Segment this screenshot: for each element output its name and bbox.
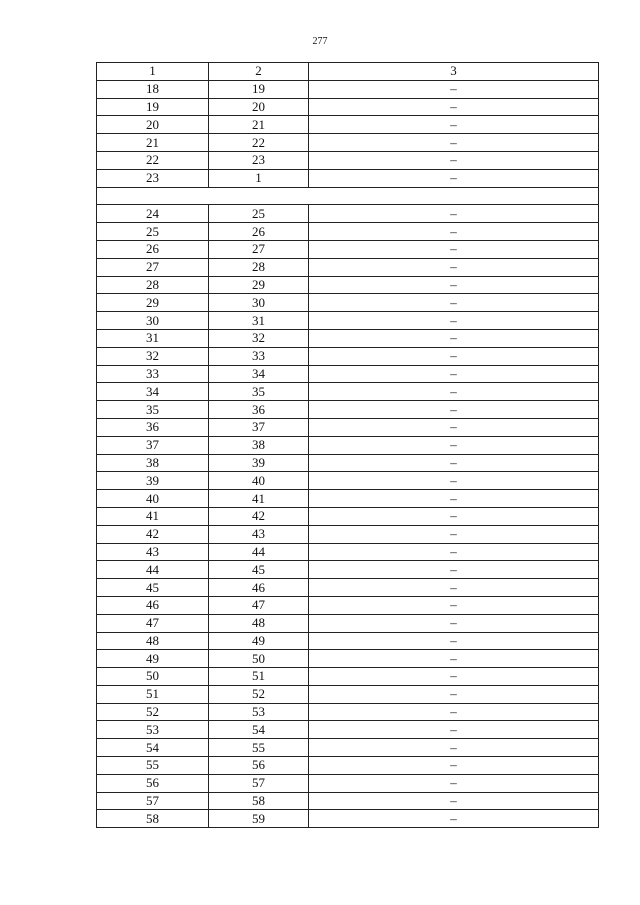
table-cell: 51 xyxy=(97,685,209,703)
table-cell: 42 xyxy=(97,525,209,543)
table-header-row xyxy=(97,63,599,81)
table-row xyxy=(97,383,599,401)
table-cell: 32 xyxy=(97,347,209,365)
table-cell: 36 xyxy=(97,418,209,436)
table-row xyxy=(97,685,599,703)
table-cell: 22 xyxy=(209,134,309,152)
table-cell: – xyxy=(309,205,599,223)
table-cell: – xyxy=(309,721,599,739)
table-cell: – xyxy=(309,365,599,383)
table-cell: 30 xyxy=(97,312,209,330)
table-cell: – xyxy=(309,294,599,312)
table-cell: – xyxy=(309,151,599,169)
table-cell: 23 xyxy=(209,151,309,169)
table-cell: – xyxy=(309,401,599,419)
table-cell: 54 xyxy=(209,721,309,739)
table-cell: 33 xyxy=(209,347,309,365)
column-header: 2 xyxy=(209,63,309,81)
table-cell: 44 xyxy=(209,543,309,561)
table-cell: – xyxy=(309,525,599,543)
table-cell: 37 xyxy=(209,418,309,436)
table-cell: – xyxy=(309,668,599,686)
table-cell: – xyxy=(309,703,599,721)
column-header: 3 xyxy=(309,63,599,81)
table-row xyxy=(97,579,599,597)
table-row xyxy=(97,650,599,668)
table-cell: 44 xyxy=(97,561,209,579)
table-cell: 20 xyxy=(97,116,209,134)
table-cell: – xyxy=(309,418,599,436)
table-cell: 25 xyxy=(209,205,309,223)
table-row xyxy=(97,757,599,775)
table-row xyxy=(97,739,599,757)
table-cell: 20 xyxy=(209,98,309,116)
table-cell: – xyxy=(309,347,599,365)
table-row xyxy=(97,134,599,152)
table-row xyxy=(97,703,599,721)
table-cell: – xyxy=(309,258,599,276)
table-cell: 1 xyxy=(209,169,309,187)
table-row xyxy=(97,116,599,134)
table-cell: 48 xyxy=(97,632,209,650)
table-row xyxy=(97,436,599,454)
table-cell: – xyxy=(309,490,599,508)
table-cell: 22 xyxy=(97,151,209,169)
table-cell: 42 xyxy=(209,507,309,525)
table-cell: 41 xyxy=(209,490,309,508)
table-cell: 30 xyxy=(209,294,309,312)
table-cell: 28 xyxy=(209,258,309,276)
table-cell: 43 xyxy=(209,525,309,543)
table-row xyxy=(97,721,599,739)
page-number: 277 xyxy=(312,36,328,47)
table-cell: 53 xyxy=(209,703,309,721)
table-row xyxy=(97,223,599,241)
table-cell: 24 xyxy=(97,205,209,223)
table-cell: 19 xyxy=(97,98,209,116)
table-row xyxy=(97,294,599,312)
table-cell: – xyxy=(309,169,599,187)
table-cell: 21 xyxy=(97,134,209,152)
table-cell: 58 xyxy=(209,792,309,810)
table-cell: 26 xyxy=(97,240,209,258)
table-cell: 33 xyxy=(97,365,209,383)
table-cell: 51 xyxy=(209,668,309,686)
table-cell: – xyxy=(309,739,599,757)
table-cell: 36 xyxy=(209,401,309,419)
table-row xyxy=(97,98,599,116)
table-cell: – xyxy=(309,223,599,241)
table-cell: – xyxy=(309,240,599,258)
table-cell: – xyxy=(309,579,599,597)
table-cell: 48 xyxy=(209,614,309,632)
table-row xyxy=(97,472,599,490)
table-row xyxy=(97,80,599,98)
table-cell: – xyxy=(309,116,599,134)
data-table xyxy=(96,62,599,828)
table-cell: 57 xyxy=(97,792,209,810)
table-cell: – xyxy=(309,614,599,632)
table-cell: – xyxy=(309,810,599,828)
table-row xyxy=(97,169,599,187)
table-cell: 23 xyxy=(97,169,209,187)
table-cell: 54 xyxy=(97,739,209,757)
table-row xyxy=(97,774,599,792)
table-cell: 57 xyxy=(209,774,309,792)
table-cell: 45 xyxy=(209,561,309,579)
table-cell: 31 xyxy=(97,329,209,347)
table-cell: 21 xyxy=(209,116,309,134)
table-cell: – xyxy=(309,757,599,775)
table-cell: 34 xyxy=(209,365,309,383)
table-cell: 35 xyxy=(209,383,309,401)
table-cell: – xyxy=(309,276,599,294)
table-cell: 45 xyxy=(97,579,209,597)
table-row xyxy=(97,525,599,543)
table-row xyxy=(97,258,599,276)
column-header: 1 xyxy=(97,63,209,81)
table-row xyxy=(97,240,599,258)
table-row xyxy=(97,543,599,561)
table-row xyxy=(97,792,599,810)
table-row xyxy=(97,276,599,294)
table-row xyxy=(97,490,599,508)
table-row xyxy=(97,205,599,223)
table-row xyxy=(97,347,599,365)
table-cell: – xyxy=(309,454,599,472)
table-cell: 39 xyxy=(209,454,309,472)
table-cell: – xyxy=(309,383,599,401)
table-body-top xyxy=(97,80,599,187)
table-cell: 53 xyxy=(97,721,209,739)
table-cell: 52 xyxy=(97,703,209,721)
table-cell: 29 xyxy=(97,294,209,312)
table-cell: – xyxy=(309,472,599,490)
table-cell: 56 xyxy=(209,757,309,775)
table-cell: 29 xyxy=(209,276,309,294)
table-cell: – xyxy=(309,561,599,579)
table-row xyxy=(97,329,599,347)
table-row xyxy=(97,668,599,686)
table-cell: 41 xyxy=(97,507,209,525)
table-cell: – xyxy=(309,98,599,116)
table-cell: 38 xyxy=(209,436,309,454)
table-cell: – xyxy=(309,436,599,454)
table-cell: 59 xyxy=(209,810,309,828)
table-cell: – xyxy=(309,329,599,347)
table-row xyxy=(97,454,599,472)
table-cell: 31 xyxy=(209,312,309,330)
table-cell: – xyxy=(309,632,599,650)
table-cell: – xyxy=(309,80,599,98)
table-cell: 43 xyxy=(97,543,209,561)
gap-row xyxy=(97,187,599,205)
table-cell: – xyxy=(309,685,599,703)
table-row xyxy=(97,596,599,614)
table-cell: 40 xyxy=(209,472,309,490)
table-cell: – xyxy=(309,650,599,668)
table-cell: 55 xyxy=(97,757,209,775)
table-cell: 26 xyxy=(209,223,309,241)
table-cell: – xyxy=(309,596,599,614)
table-cell: – xyxy=(309,134,599,152)
table-cell: 28 xyxy=(97,276,209,294)
table-body-bottom xyxy=(97,205,599,828)
table-cell: – xyxy=(309,543,599,561)
table-cell: 19 xyxy=(209,80,309,98)
table-cell: 55 xyxy=(209,739,309,757)
table-row xyxy=(97,418,599,436)
table-cell: 40 xyxy=(97,490,209,508)
gap-cell xyxy=(97,187,599,205)
table-row xyxy=(97,401,599,419)
table-cell: 34 xyxy=(97,383,209,401)
table-cell: 50 xyxy=(209,650,309,668)
table-row xyxy=(97,151,599,169)
table-cell: 52 xyxy=(209,685,309,703)
table-gap xyxy=(97,187,599,205)
table-cell: 35 xyxy=(97,401,209,419)
table-row xyxy=(97,614,599,632)
table-row xyxy=(97,561,599,579)
table-cell: – xyxy=(309,774,599,792)
table-row xyxy=(97,312,599,330)
table-row xyxy=(97,365,599,383)
table-cell: 27 xyxy=(97,258,209,276)
table-cell: 56 xyxy=(97,774,209,792)
table-cell: 49 xyxy=(97,650,209,668)
table-cell: 46 xyxy=(97,596,209,614)
table-cell: 58 xyxy=(97,810,209,828)
table-cell: 50 xyxy=(97,668,209,686)
table-cell: 47 xyxy=(209,596,309,614)
table-row xyxy=(97,810,599,828)
table-cell: 46 xyxy=(209,579,309,597)
table-cell: 39 xyxy=(97,472,209,490)
table-cell: 18 xyxy=(97,80,209,98)
table-row xyxy=(97,507,599,525)
table-cell: 32 xyxy=(209,329,309,347)
table-cell: 38 xyxy=(97,454,209,472)
table-cell: 47 xyxy=(97,614,209,632)
table-cell: – xyxy=(309,507,599,525)
table-row xyxy=(97,632,599,650)
table-cell: 37 xyxy=(97,436,209,454)
table-cell: – xyxy=(309,792,599,810)
table-cell: 25 xyxy=(97,223,209,241)
table-cell: 49 xyxy=(209,632,309,650)
table-cell: 27 xyxy=(209,240,309,258)
table-cell: – xyxy=(309,312,599,330)
